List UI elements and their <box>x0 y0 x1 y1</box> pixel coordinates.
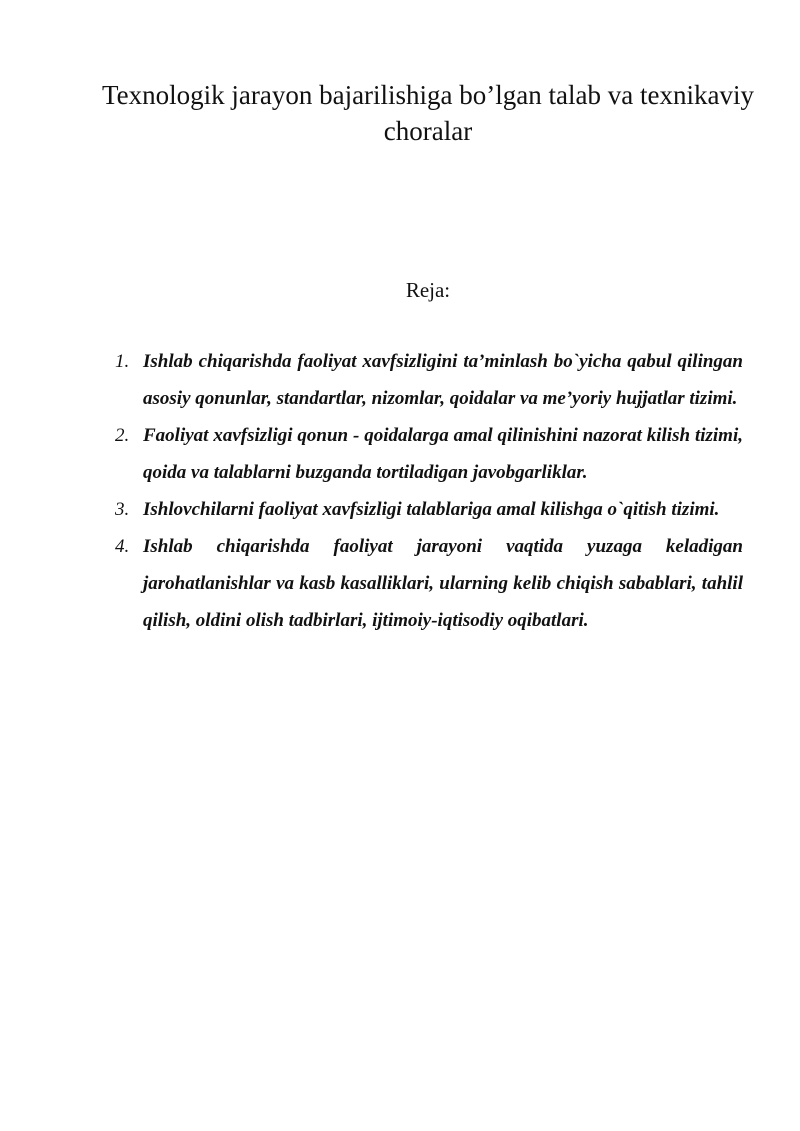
plan-item-text: Ishlab chiqarishda faoliyat jarayoni vaqtida yuzaga keladigan jarohatlanishlar va kasb kasalliklari, ularning kelib chiqish sabablari, tahlil qilish, oldini olish tadbirlari, ijtimoiy-iqtisodiy oqibatlari. <box>143 536 743 631</box>
plan-item-4 <box>115 528 743 639</box>
plan-item-number: 3. <box>115 499 130 520</box>
document-title: Texnologik jarayon bajarilishiga bo’lgan talab va texnikaviy choralar <box>102 80 754 146</box>
plan-item-text: Faoliyat xavfsizligi qonun - qoidalarga amal qilinishini nazorat kilish tizimi, qoida va talablarni buzganda tortiladigan javobgarliklar. <box>143 425 743 483</box>
plan-item-number: 1. <box>115 351 130 372</box>
plan-list <box>115 343 743 639</box>
plan-item-2 <box>115 417 743 491</box>
plan-item-1 <box>115 343 743 417</box>
plan-item-text: Ishlovchilarni faoliyat xavfsizligi talablariga amal kilishga o`qitish tizimi. <box>143 499 720 520</box>
plan-heading: Reja: <box>405 278 451 302</box>
plan-item-number: 4. <box>115 536 130 557</box>
plan-item-text: Ishlab chiqarishda faoliyat xavfsizligini ta’minlash bo`yicha qabul qilingan asosiy qonunlar, standartlar, nizomlar, qoidalar va me’yoriy hujjatlar tizimi. <box>143 351 743 409</box>
plan-item-3 <box>115 491 743 528</box>
plan-item-number: 2. <box>115 425 130 446</box>
